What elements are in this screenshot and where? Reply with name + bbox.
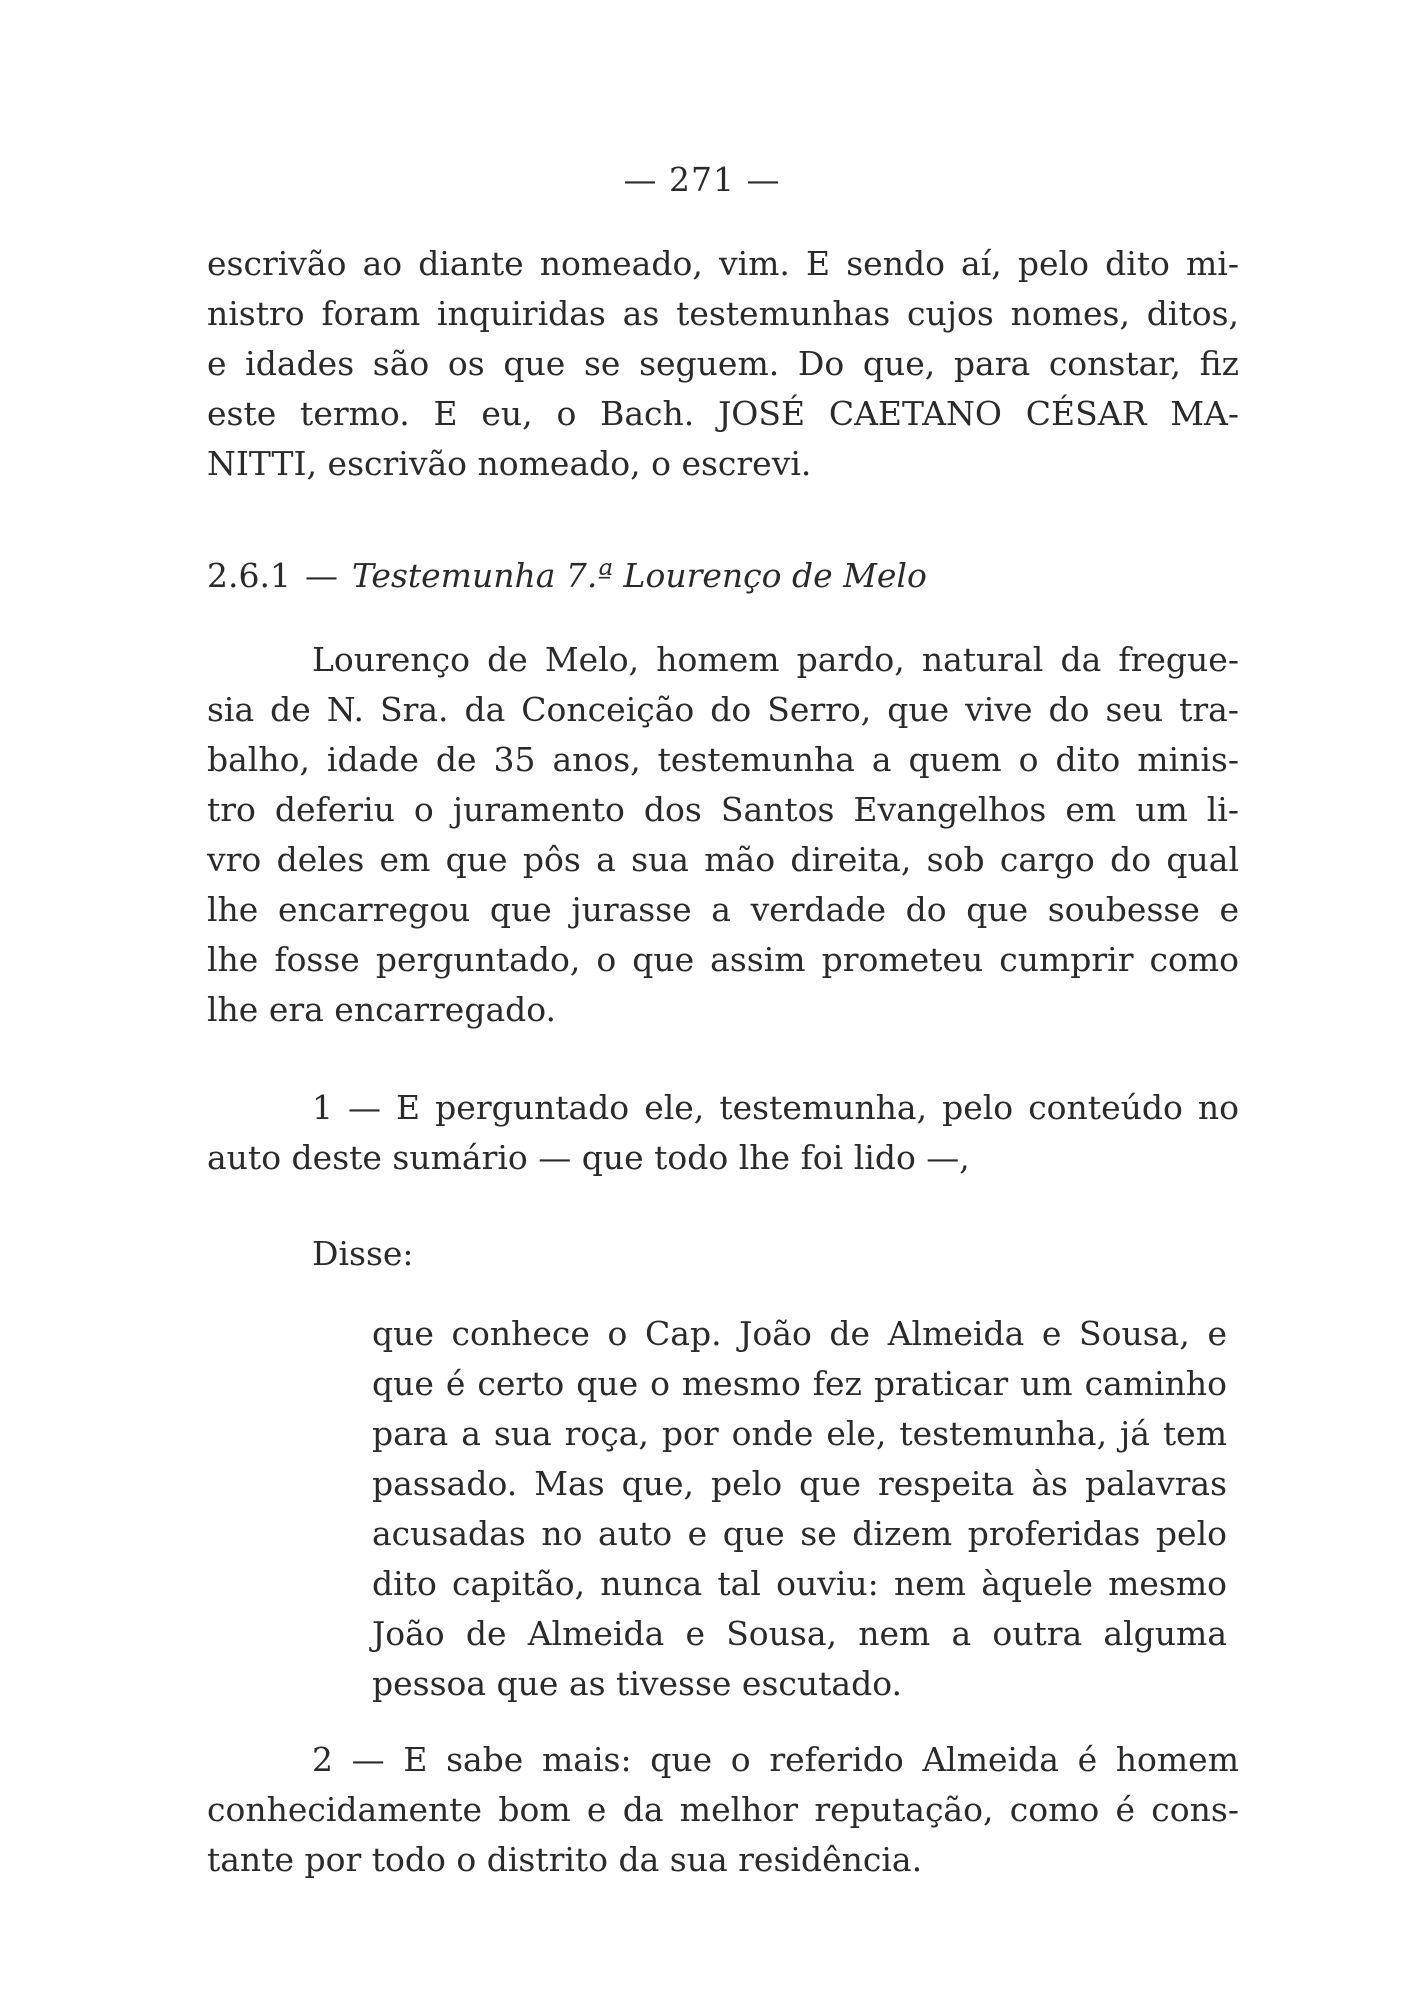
- answer-1-line: dito capitão, nunca tal ouviu: nem àquele mesmo: [372, 1564, 1227, 1603]
- page-number: — 271 —: [623, 160, 781, 199]
- testimony-line: vro deles em que pôs a sua mão direita, sob cargo do qual: [207, 840, 1239, 879]
- section-heading: [207, 556, 927, 596]
- testimony-line: tro deferiu o juramento dos Santos Evangelhos em um li-: [207, 790, 1239, 829]
- intro-line: e idades são os que se seguem. Do que, para constar, fiz: [207, 344, 1239, 383]
- intro-line: este termo. E eu, o Bach. JOSÉ CAETANO CÉSAR MA-: [207, 394, 1239, 433]
- testimony-line: sia de N. Sra. da Conceição do Serro, que vive do seu tra-: [207, 690, 1239, 729]
- question-2-line: conhecidamente bom e da melhor reputação, como é cons-: [207, 1790, 1239, 1829]
- answer-1-line: João de Almeida e Sousa, nem a outra alguma: [372, 1614, 1227, 1653]
- section-number: 2.6.1: [207, 556, 291, 595]
- answer-1-line: passado. Mas que, pelo que respeita às palavras: [372, 1464, 1227, 1503]
- testimony-line: balho, idade de 35 anos, testemunha a quem o dito minis-: [207, 740, 1239, 779]
- answer-1-line: acusadas no auto e que se dizem proferidas pelo: [372, 1514, 1227, 1553]
- answer-1-line: que é certo que o mesmo fez praticar um caminho: [372, 1364, 1227, 1403]
- testimony-line: Lourenço de Melo, homem pardo, natural da fregue-: [312, 640, 1239, 679]
- testimony-line: lhe era encarregado.: [207, 990, 557, 1029]
- answer-1-line: pessoa que as tivesse escutado.: [372, 1664, 902, 1703]
- testimony-line: lhe encarregou que jurasse a verdade do que soubesse e: [207, 890, 1239, 929]
- question-1-line: 1 — E perguntado ele, testemunha, pelo conteúdo no: [312, 1088, 1239, 1127]
- section-title: Testemunha 7.ª Lourenço de Melo: [351, 556, 927, 595]
- testimony-line: lhe fosse perguntado, o que assim prometeu cumprir como: [207, 940, 1239, 979]
- section-separator: —: [304, 556, 338, 595]
- intro-line: nistro foram inquiridas as testemunhas cujos nomes, ditos,: [207, 294, 1239, 333]
- answer-1-line: para a sua roça, por onde ele, testemunha, já tem: [372, 1414, 1227, 1453]
- intro-line: NITTI, escrivão nomeado, o escrevi.: [207, 444, 812, 483]
- question-2-line: tante por todo o distrito da sua residência.: [207, 1840, 923, 1879]
- answer-1-line: que conhece o Cap. João de Almeida e Sousa, e: [372, 1314, 1227, 1353]
- question-2-line: 2 — E sabe mais: que o referido Almeida é homem: [312, 1740, 1239, 1779]
- question-1-line: auto deste sumário — que todo lhe foi lido —,: [207, 1138, 970, 1177]
- disse-label: Disse:: [312, 1234, 414, 1273]
- intro-line: escrivão ao diante nomeado, vim. E sendo aí, pelo dito mi-: [207, 244, 1239, 283]
